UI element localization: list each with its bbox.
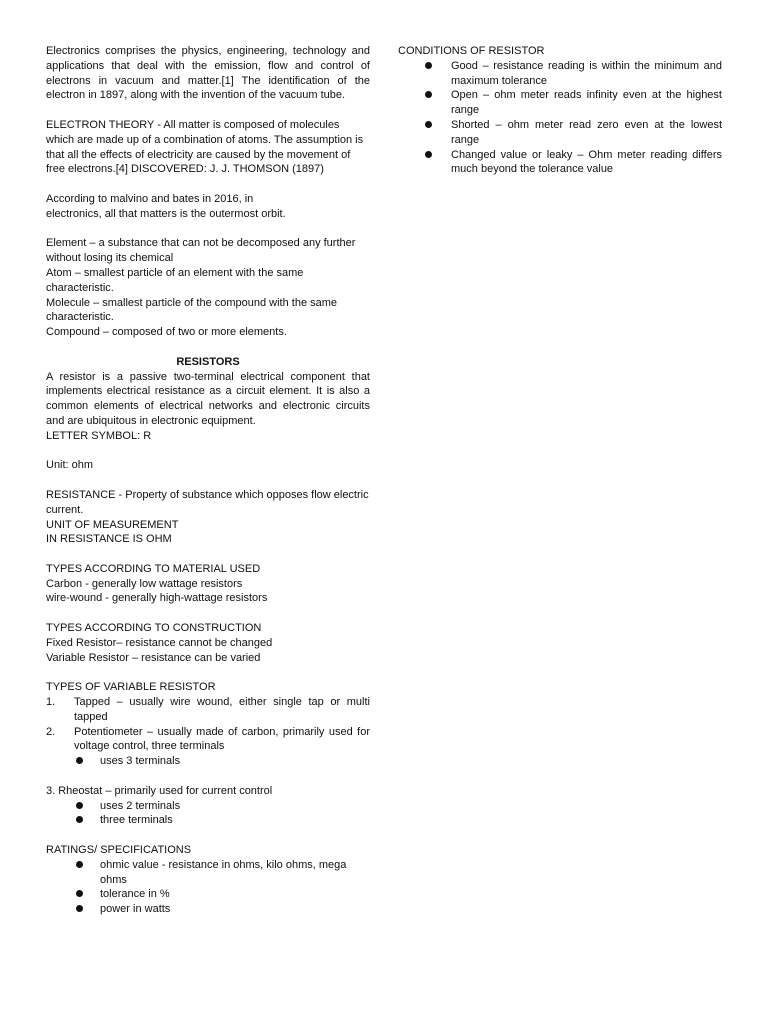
unit-of-measurement-line-2: IN RESISTANCE IS OHM <box>46 533 172 546</box>
list-item <box>46 695 370 725</box>
list-number: 2. <box>46 725 56 738</box>
ratings-bullets <box>46 858 370 917</box>
list-item: uses 3 terminals <box>46 754 370 769</box>
list-item: ohmic value - resistance in ohms, kilo ohms, mega ohms <box>46 858 370 888</box>
molecule-definition: Molecule – smallest particle of the compound with the same characteristic. <box>46 296 338 324</box>
element-definition: Element – a substance that can not be decomposed any further without losing its chemical <box>46 237 356 265</box>
fixed-resistor-line: Fixed Resistor– resistance cannot be changed <box>46 636 273 649</box>
left-column <box>46 44 370 917</box>
unit-of-measurement-line-1: UNIT OF MEASUREMENT <box>46 518 179 531</box>
wire-wound-line: wire-wound - generally high-wattage resistors <box>46 592 268 605</box>
right-column <box>398 44 722 177</box>
list-item-text: Potentiometer – usually made of carbon, primarily used for voltage control, three terminals <box>74 725 370 753</box>
letter-symbol: LETTER SYMBOL: R <box>46 429 152 442</box>
conditions-heading: CONDITIONS OF RESISTOR <box>398 45 545 57</box>
variable-resistor-line: Variable Resistor – resistance can be varied <box>46 651 261 664</box>
potentiometer-bullets <box>46 754 370 769</box>
types-construction-heading: TYPES ACCORDING TO CONSTRUCTION <box>46 622 262 635</box>
malvino-line-1: According to malvino and bates in 2016, in <box>46 192 254 205</box>
types-variable-heading: TYPES OF VARIABLE RESISTOR <box>46 681 216 694</box>
resistor-definition: A resistor is a passive two-terminal electrical component that implements electrical resistance as a circuit element. It is also a common elements of electrical networks and electronic circuits and are ubiquitous in electronic equipment. <box>46 370 370 427</box>
ratings-heading: RATINGS/ SPECIFICATIONS <box>46 844 192 857</box>
list-item <box>46 725 370 755</box>
resistors-heading: RESISTORS <box>176 355 240 368</box>
rheostat-bullets <box>46 799 370 829</box>
malvino-line-2: electronics, all that matters is the outermost orbit. <box>46 207 286 220</box>
conditions-bullets <box>398 59 722 177</box>
list-item: Good – resistance reading is within the minimum and maximum tolerance <box>398 59 722 89</box>
list-item: Open – ohm meter reads infinity even at the highest range <box>398 88 722 118</box>
carbon-line: Carbon - generally low wattage resistors <box>46 577 243 590</box>
list-item: Shorted – ohm meter read zero even at the lowest range <box>398 118 722 148</box>
list-item: tolerance in % <box>46 887 370 902</box>
resistance-definition: RESISTANCE - Property of substance which opposes flow electric current. <box>46 488 369 516</box>
list-number: 1. <box>46 696 56 709</box>
list-item-text: Tapped – usually wire wound, either single tap or multi tapped <box>74 696 370 723</box>
rheostat-line: 3. Rheostat – primarily used for current control <box>46 784 273 797</box>
unit-line: Unit: ohm <box>46 459 94 472</box>
list-item: Changed value or leaky – Ohm meter reading differs much beyond the tolerance value <box>398 148 722 178</box>
list-item: uses 2 terminals <box>46 799 370 814</box>
atom-definition: Atom – smallest particle of an element with the same characteristic. <box>46 266 304 294</box>
compound-definition: Compound – composed of two or more elements. <box>46 326 287 339</box>
types-material-heading: TYPES ACCORDING TO MATERIAL USED <box>46 562 261 575</box>
list-item: power in watts <box>46 902 370 917</box>
list-item: three terminals <box>46 813 370 828</box>
variable-resistor-list <box>46 695 370 754</box>
electron-theory-paragraph: ELECTRON THEORY - All matter is composed of molecules which are made up of a combination of atoms. The assumption is that all the effects of electricity are caused by the movement of free electrons.[4] DISCOVERED: J. J. THOMSON (1897) <box>46 118 364 176</box>
intro-paragraph: Electronics comprises the physics, engineering, technology and applications that deal with the emission, flow and control of electrons in vacuum and matter.[1] The identification of the electron in 1897, along with the invention of the vacuum tube. <box>46 45 370 102</box>
